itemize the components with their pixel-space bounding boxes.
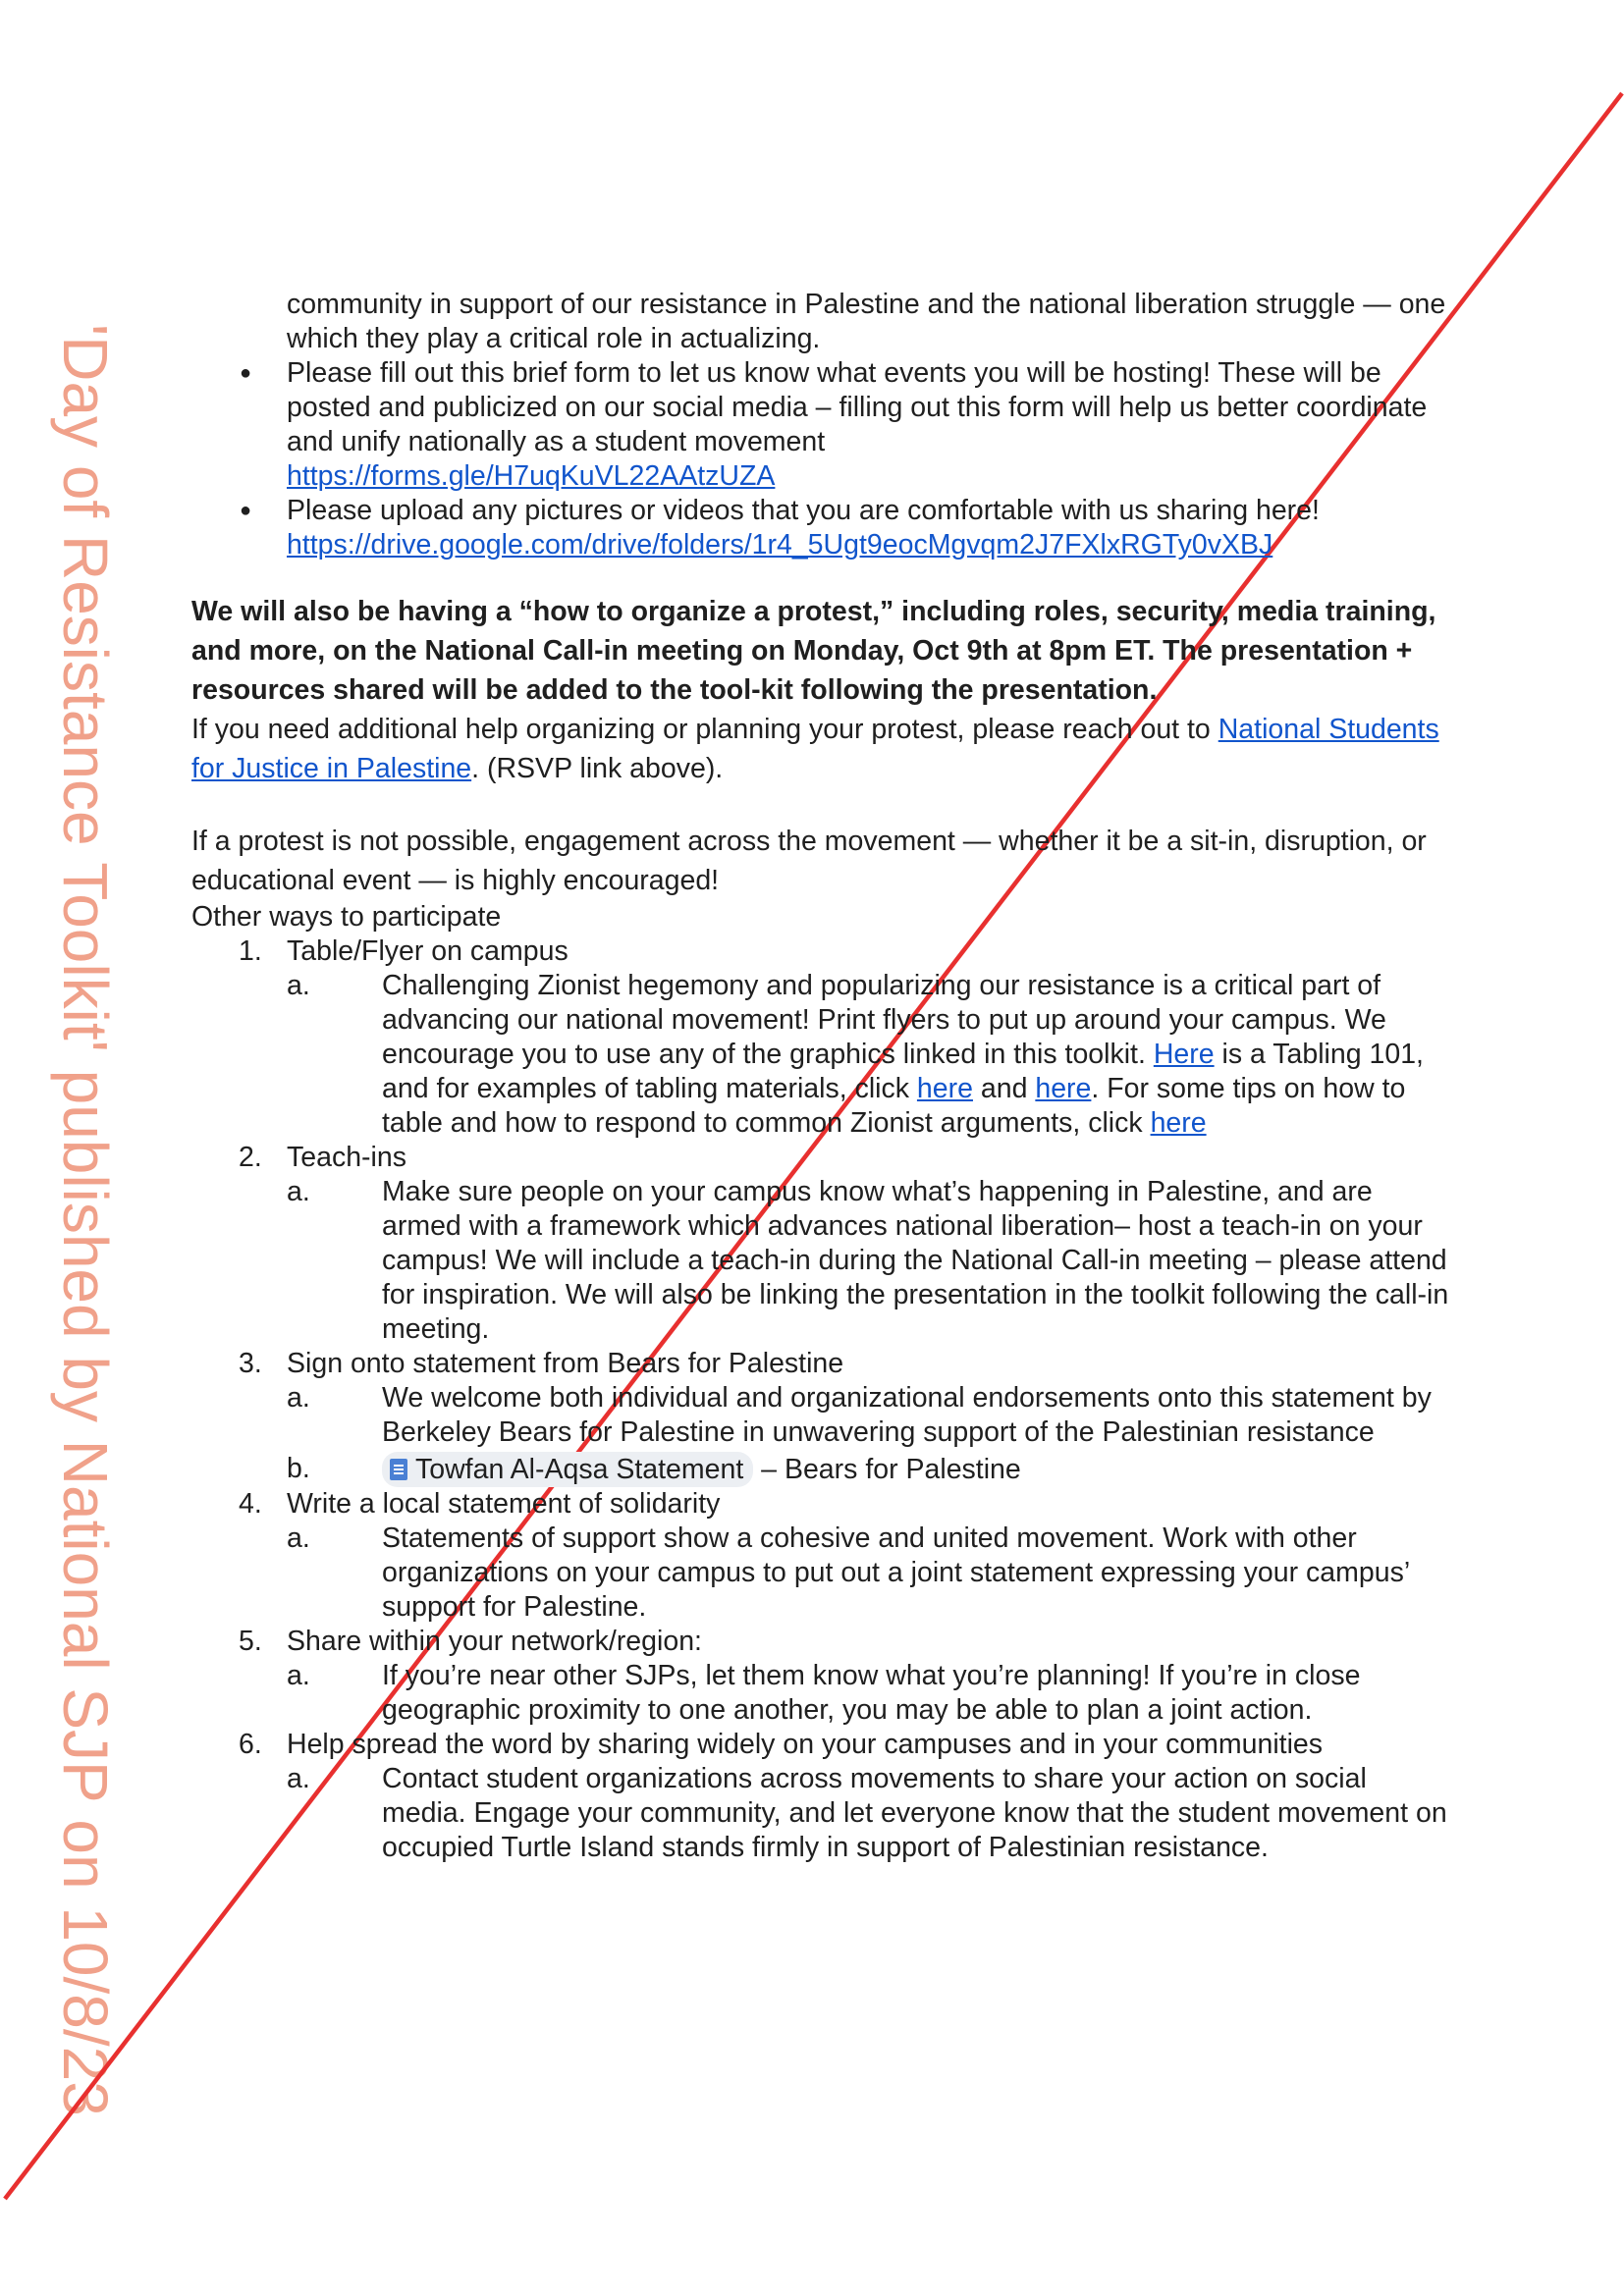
- other-ways-heading: Other ways to participate: [191, 901, 502, 933]
- sub-list: [287, 1175, 1453, 1347]
- list-marker: 2.: [239, 1142, 262, 1173]
- list-item-share-network: [191, 1625, 1453, 1728]
- sub-marker: b.: [287, 1453, 310, 1484]
- list-item-title: Help spread the word by sharing widely on your campuses and in your communities: [287, 1729, 1324, 1760]
- sub-list: [287, 1762, 1453, 1865]
- sub-item-text: is a Tabling 101, and for examples of tabling materials, click: [382, 1039, 1424, 1104]
- tabling-101-link[interactable]: Here: [1153, 1039, 1215, 1070]
- sub-item: [287, 1659, 1453, 1728]
- list-item-title: Teach-ins: [287, 1142, 406, 1173]
- list-item-sign-statement: [191, 1347, 1453, 1487]
- list-item-spread-word: [191, 1728, 1453, 1865]
- list-item-teach-ins: [191, 1141, 1453, 1347]
- engagement-paragraph: If a protest is not possible, engagement across the movement — whether it be a sit-in, disruption, or educational event — is highly encouraged!: [191, 826, 1427, 896]
- watermark-text: 'Day of Resistance Toolkit' published by National SJP on 10/8/23: [50, 324, 121, 2116]
- list-item-title: Sign onto statement from Bears for Palestine: [287, 1348, 844, 1379]
- sub-item: [287, 969, 1453, 1141]
- tabling-materials-link-1[interactable]: here: [916, 1073, 973, 1104]
- bullet-item-upload: [287, 494, 1453, 562]
- zionist-arguments-link[interactable]: here: [1150, 1107, 1207, 1139]
- sub-marker: a.: [287, 1660, 310, 1691]
- sub-item-text: . For some tips on how to table and how to respond to common Zionist arguments, click: [382, 1073, 1406, 1139]
- list-item-local-statement: [191, 1487, 1453, 1625]
- form-link[interactable]: https://forms.gle/H7uqKuVL22AAtzUZA: [287, 460, 776, 492]
- spacer: [191, 788, 1453, 822]
- help-text-after: . (RSVP link above).: [471, 753, 724, 784]
- sub-list: [287, 1522, 1453, 1625]
- sub-item-text: Challenging Zionist hegemony and popularizing our resistance is a critical part of advancing our national movement! Print flyers to put up around your campus. We encourage you to use any of the graphics linked in this toolkit.: [382, 970, 1386, 1070]
- sub-marker: a.: [287, 1176, 310, 1207]
- bullet-text: Please fill out this brief form to let us know what events you will be hosting! These will be posted and publicized on our social media – filling out this form will help us better coordinate and unify nationally as a student movement: [287, 357, 1428, 457]
- sub-item: [287, 1522, 1453, 1625]
- sub-item: [287, 1175, 1453, 1347]
- google-doc-icon: [390, 1459, 407, 1480]
- tabling-materials-link-2[interactable]: here: [1035, 1073, 1092, 1104]
- sub-marker: a.: [287, 1763, 310, 1794]
- sub-item-text: Statements of support show a cohesive and united movement. Work with other organizations on your campus to put out a joint statement expressing your campus’ support for Palestine.: [382, 1522, 1410, 1623]
- bullet-text: Please upload any pictures or videos that you are comfortable with us sharing here!: [287, 495, 1320, 526]
- sub-item-text: Make sure people on your campus know what’s happening in Palestine, and are armed with a framework which advances national liberation– host a teach-in on your campus! We will include a teach-in during the National Call-in meeting – please attend for inspiration. We will also be linking the presentation in the toolkit following the call-in meeting.: [382, 1176, 1449, 1345]
- sub-list: [287, 969, 1453, 1141]
- participation-list: [191, 934, 1453, 1865]
- sub-item-text: Contact student organizations across movements to share your action on social media. Engage your community, and let everyone know that the student movement on occupied Turtle Island stands firmly in support of Palestinian resistance.: [382, 1763, 1447, 1863]
- chip-label: Towfan Al-Aqsa Statement: [415, 1454, 744, 1485]
- sub-item-text: We welcome both individual and organizational endorsements onto this statement by Berkeley Bears for Palestine in unwavering support of the Palestinian resistance: [382, 1382, 1432, 1448]
- sub-item: [287, 1381, 1453, 1450]
- sub-list: [287, 1659, 1453, 1728]
- list-item-table-flyer: [191, 934, 1453, 1141]
- sub-marker: a.: [287, 1382, 310, 1414]
- sub-item-text: If you’re near other SJPs, let them know what you’re planning! If you’re in close geographic proximity to one another, you may be able to plan a joint action.: [382, 1660, 1361, 1726]
- help-text-before: If you need additional help organizing or planning your protest, please reach out to: [191, 714, 1218, 745]
- sub-marker: a.: [287, 970, 310, 1001]
- sub-item-text: and: [972, 1073, 1036, 1104]
- list-marker: 5.: [239, 1626, 262, 1657]
- list-item-title: Table/Flyer on campus: [287, 935, 568, 967]
- list-item-title: Share within your network/region:: [287, 1626, 702, 1657]
- help-paragraph: [191, 710, 1453, 788]
- sub-item: [287, 1762, 1453, 1865]
- list-marker: 6.: [239, 1729, 262, 1760]
- document-body: [191, 288, 1453, 1865]
- list-marker: 1.: [239, 935, 262, 967]
- list-marker: 4.: [239, 1488, 262, 1520]
- sub-item: [287, 1452, 1453, 1487]
- intro-continuation: community in support of our resistance in Palestine and the national liberation struggle — one which they play a critical role in actualizing.: [287, 289, 1446, 354]
- drive-link[interactable]: https://drive.google.com/drive/folders/1r4_5Ugt9eocMgvqm2J7FXlxRGTy0vXBJ: [287, 529, 1273, 561]
- list-marker: 3.: [239, 1348, 262, 1379]
- bullet-item-form: [287, 356, 1453, 494]
- sub-list: [287, 1381, 1453, 1487]
- sub-marker: a.: [287, 1522, 310, 1554]
- bold-paragraph: We will also be having a “how to organize a protest,” including roles, security, media training, and more, on the National Call-in meeting on Monday, Oct 9th at 8pm ET. The presentation + resources shared will be added to the tool-kit following the presentation.: [191, 596, 1436, 706]
- document-chip[interactable]: [382, 1452, 753, 1487]
- bullet-list: [191, 356, 1453, 562]
- national-sjp-link[interactable]: National Students for Justice in Palestine: [191, 714, 1439, 784]
- list-item-title: Write a local statement of solidarity: [287, 1488, 721, 1520]
- sub-item-text: – Bears for Palestine: [753, 1454, 1021, 1485]
